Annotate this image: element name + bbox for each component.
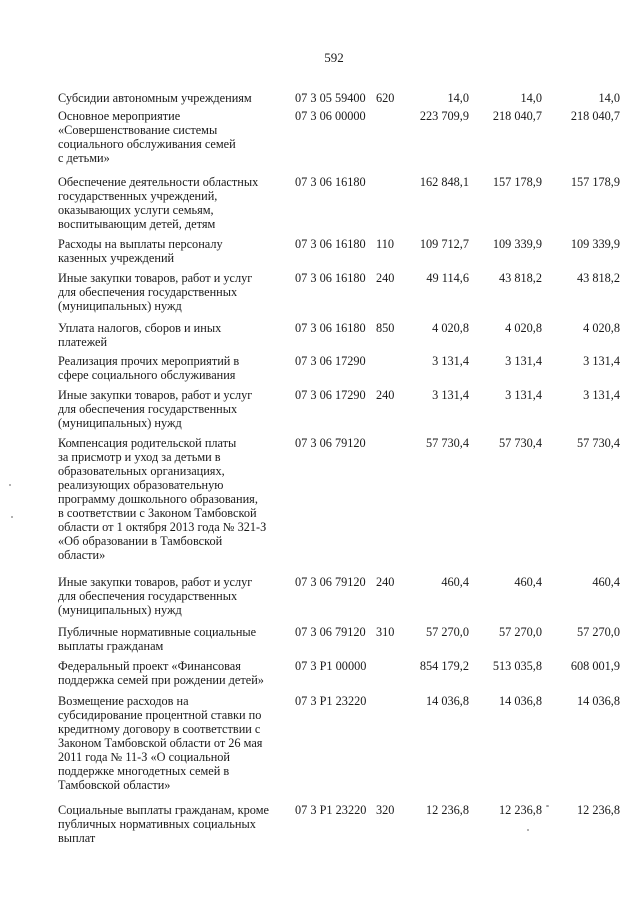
row-amount-3: 157 178,9: [570, 175, 620, 189]
row-code: 07 3 06 79120: [295, 436, 366, 450]
row-code: 07 3 P1 23220: [295, 694, 367, 708]
row-name: Обеспечение деятельности областных государственных учреждений, оказывающих услуги семьям, воспитывающим детей, детям: [58, 175, 259, 231]
page-number: 592: [324, 50, 344, 65]
row-amount-1: 109 712,7: [419, 237, 469, 251]
row-amount-2: 157 178,9: [492, 175, 542, 189]
row-name: Социальные выплаты гражданам, кроме публичных нормативных социальных выплат: [58, 803, 269, 845]
row-type: 620: [376, 91, 395, 105]
row-type: 240: [376, 388, 395, 402]
row-code: 07 3 06 17290: [295, 388, 366, 402]
row-amount-1: 12 236,8: [425, 803, 469, 817]
row-amount-2: 3 131,4: [505, 388, 542, 402]
row-name: Возмещение расходов на субсидирование процентной ставки по кредитному договору в соответствии с Законом Тамбовской области от 26 мая 2011 года № 11-З «О социальной поддержке многодетных семей в Тамбовской области»: [58, 694, 263, 792]
scan-speck: [527, 829, 529, 831]
row-name: Субсидии автономным учреждениям: [58, 91, 252, 105]
row-code: 07 3 06 16180: [295, 175, 366, 189]
scan-speck: [11, 516, 13, 518]
row-type: 850: [376, 321, 395, 335]
row-amount-1: 14 036,8: [425, 694, 469, 708]
row-name: Расходы на выплаты персоналу казенных учреждений: [58, 237, 223, 265]
row-amount-3: 57 270,0: [576, 625, 620, 639]
row-amount-1: 14,0: [447, 91, 469, 105]
row-code: 07 3 06 00000: [295, 109, 366, 123]
row-amount-1: 49 114,6: [426, 271, 469, 285]
scan-speck: [546, 805, 549, 807]
row-code: 07 3 P1 00000: [295, 659, 367, 673]
row-name: Основное мероприятие «Совершенствование системы социального обслуживания семей с детьми»: [58, 109, 236, 165]
row-amount-2: 3 131,4: [505, 354, 542, 368]
scan-speck: [9, 484, 11, 486]
row-amount-2: 460,4: [514, 575, 542, 589]
row-type: 110: [376, 237, 394, 251]
row-amount-3: 218 040,7: [570, 109, 620, 123]
row-amount-1: 57 270,0: [425, 625, 469, 639]
row-amount-3: 109 339,9: [570, 237, 620, 251]
row-amount-2: 4 020,8: [505, 321, 542, 335]
row-amount-3: 43 818,2: [576, 271, 620, 285]
row-name: Публичные нормативные социальные выплаты гражданам: [58, 625, 257, 653]
row-name: Федеральный проект «Финансовая поддержка семей при рождении детей»: [58, 659, 264, 687]
row-type: 240: [376, 575, 395, 589]
row-code: 07 3 06 79120: [295, 575, 366, 589]
row-amount-3: 460,4: [592, 575, 620, 589]
row-amount-1: 223 709,9: [419, 109, 469, 123]
row-amount-2: 57 730,4: [498, 436, 542, 450]
row-code: 07 3 06 79120: [295, 625, 366, 639]
row-code: 07 3 05 59400: [295, 91, 366, 105]
row-amount-2: 513 035,8: [492, 659, 542, 673]
row-code: 07 3 06 17290: [295, 354, 366, 368]
row-name: Иные закупки товаров, работ и услуг для обеспечения государственных (муниципальных) нужд: [58, 388, 253, 430]
row-type: 310: [376, 625, 395, 639]
row-amount-2: 218 040,7: [492, 109, 542, 123]
row-amount-1: 3 131,4: [432, 354, 469, 368]
row-amount-1: 460,4: [441, 575, 469, 589]
row-amount-2: 109 339,9: [492, 237, 542, 251]
row-amount-2: 12 236,8: [498, 803, 542, 817]
row-amount-1: 854 179,2: [419, 659, 469, 673]
row-amount-1: 4 020,8: [432, 321, 469, 335]
row-type: 320: [376, 803, 395, 817]
row-code: 07 3 06 16180: [295, 271, 366, 285]
row-amount-3: 4 020,8: [583, 321, 620, 335]
row-amount-1: 57 730,4: [425, 436, 469, 450]
row-name: Компенсация родительской платы за присмотр и уход за детьми в образовательных организациях, реализующих образовательную программу дошкольного образования, в соответствии с Законом Тамбовской области от 1 октября 2013 года № 321-З «Об образовании в Тамбовской области»: [58, 436, 267, 562]
row-amount-3: 14,0: [598, 91, 620, 105]
row-amount-3: 608 001,9: [570, 659, 620, 673]
row-amount-2: 14 036,8: [498, 694, 542, 708]
row-name: Уплата налогов, сборов и иных платежей: [58, 321, 222, 349]
row-amount-3: 3 131,4: [583, 354, 620, 368]
row-amount-1: 162 848,1: [419, 175, 469, 189]
row-amount-2: 43 818,2: [498, 271, 542, 285]
row-code: 07 3 P1 23220: [295, 803, 367, 817]
row-code: 07 3 06 16180: [295, 321, 366, 335]
row-name: Реализация прочих мероприятий в сфере социального обслуживания: [58, 354, 240, 382]
row-amount-3: 57 730,4: [576, 436, 620, 450]
row-amount-2: 57 270,0: [498, 625, 542, 639]
row-name: Иные закупки товаров, работ и услуг для обеспечения государственных (муниципальных) нужд: [58, 271, 253, 313]
row-amount-3: 12 236,8: [576, 803, 620, 817]
row-amount-2: 14,0: [520, 91, 542, 105]
row-amount-3: 3 131,4: [583, 388, 620, 402]
row-amount-3: 14 036,8: [576, 694, 620, 708]
row-name: Иные закупки товаров, работ и услуг для обеспечения государственных (муниципальных) нужд: [58, 575, 253, 617]
row-code: 07 3 06 16180: [295, 237, 366, 251]
row-type: 240: [376, 271, 395, 285]
row-amount-1: 3 131,4: [432, 388, 469, 402]
